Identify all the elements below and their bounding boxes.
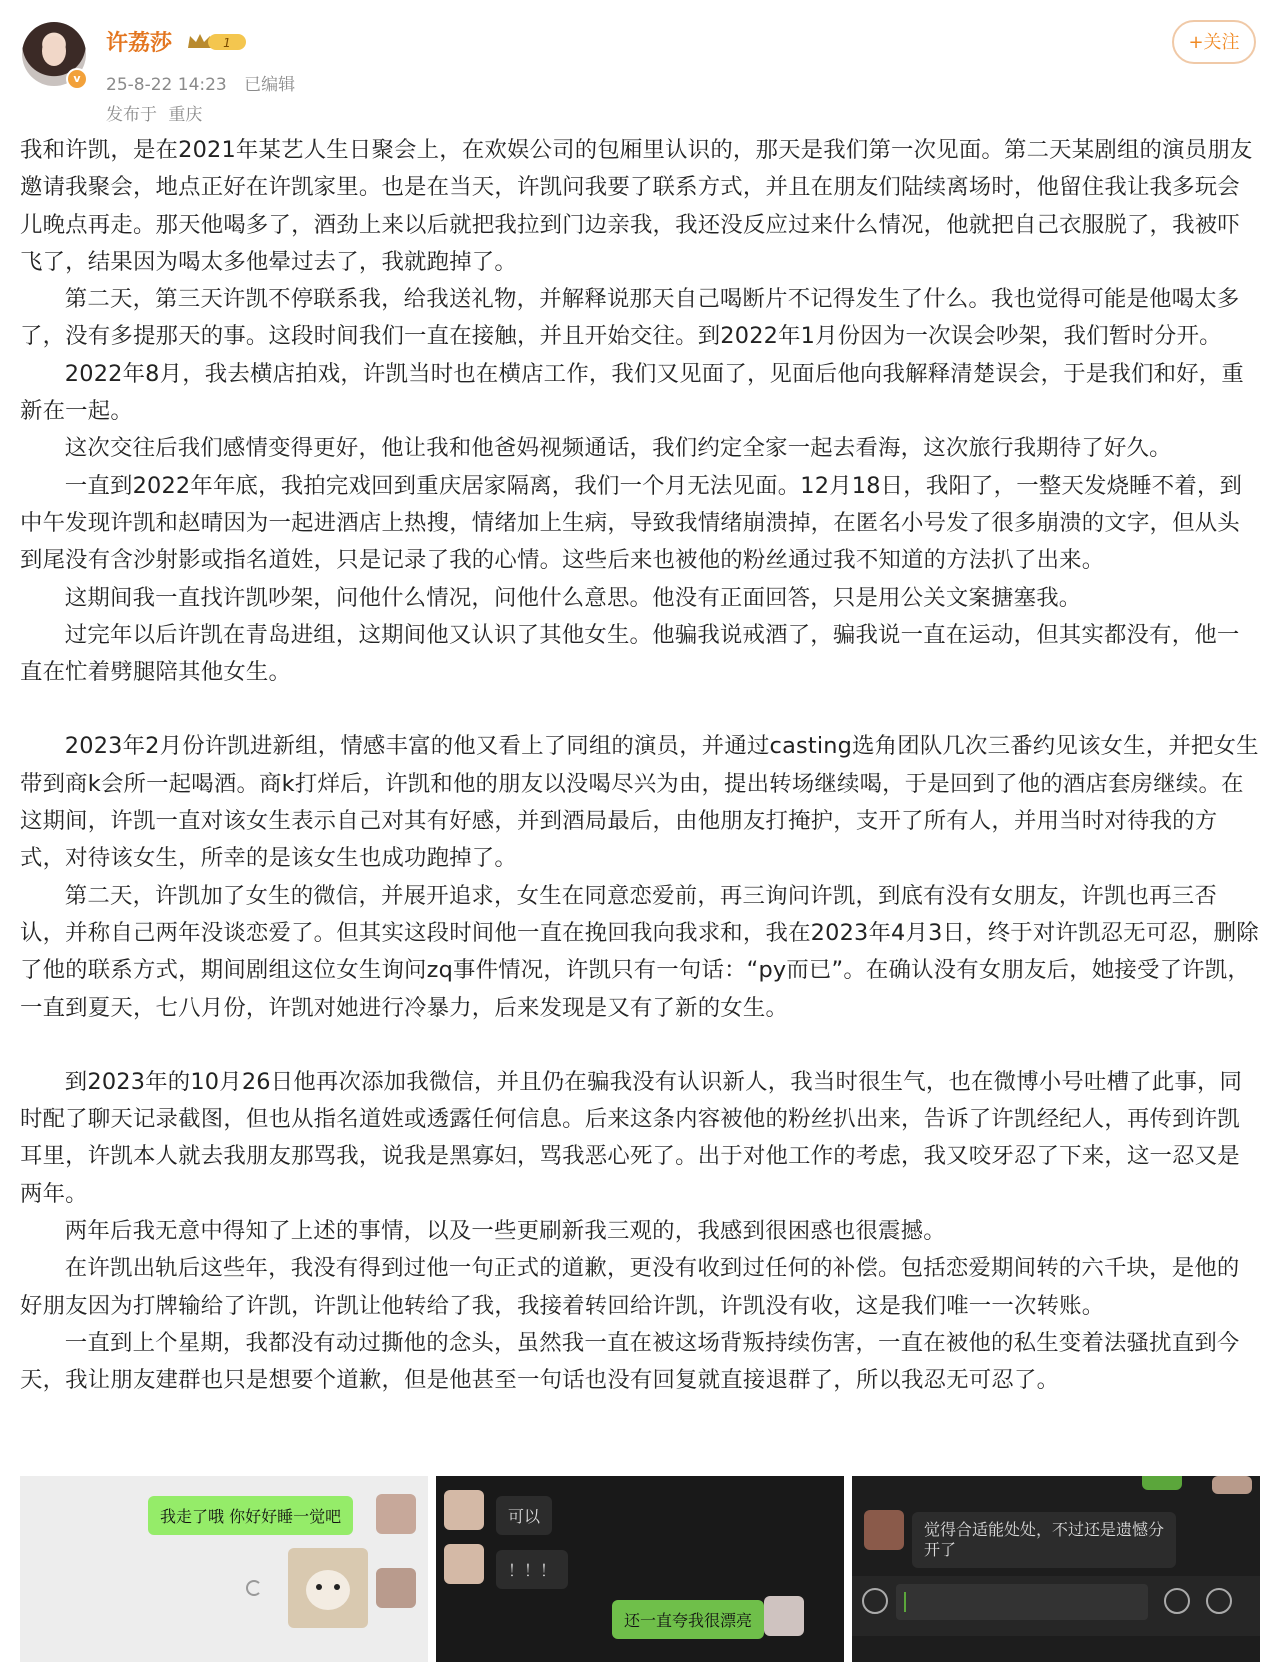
post-paragraph: 一直到2022年年底，我拍完戏回到重庆居家隔离，我们一个月无法见面。12月18日，我阳了，一整天发烧睡不着，到中午发现许凯和赵晴因为一起进酒店上热搜，情绪加上生病，导致我情绪崩溃掉，在匿名小号发了很多崩溃的文字，但从头到尾没有含沙射影或指名道姓，只是记录了我的心情。这些后来也被他的粉丝通过我不知道的方法扒了出来。	[20, 472, 1243, 574]
chat-input[interactable]	[896, 1584, 1148, 1620]
post-paragraph: 过完年以后许凯在青岛进组，这期间他又认识了其他女生。他骗我说戒酒了，骗我说一直在运动，但其实都没有，他一直在忙着劈腿陪其他女生。	[20, 621, 1240, 686]
gallery-image-2[interactable]	[436, 1476, 844, 1662]
chat-bubble-received: 可以	[496, 1496, 552, 1535]
follow-button[interactable]: +关注	[1172, 20, 1256, 64]
plus-icon[interactable]	[1206, 1588, 1232, 1614]
level-badge-text: 1	[223, 36, 231, 50]
gallery-image-1[interactable]	[20, 1476, 428, 1662]
post-paragraph: 第二天，许凯加了女生的微信，并展开追求，女生在同意恋爱前，再三询问许凯，到底有没有女朋友，许凯也再三否认，并称自己两年没谈恋爱了。但其实这段时间他一直在挽回我向我求和，我在2023年4月3日，终于对许凯忍无可忍，删除了他的联系方式，期间剧组这位女生询问zq事件情况，许凯只有一句话：“py而已”。在确认没有女朋友后，她接受了许凯，一直到夏天，七八月份，许凯对她进行冷暴力，后来发现是又有了新的女生。	[20, 882, 1259, 1021]
chat-bubble-sent: 我走了哦 你好好睡一觉吧	[148, 1496, 353, 1535]
chat-avatar	[376, 1568, 416, 1608]
emoji-icon[interactable]	[1164, 1588, 1190, 1614]
post-paragraph: 这次交往后我们感情变得更好，他让我和他爸妈视频通话，我们约定全家一起去看海，这次旅行我期待了好久。	[64, 435, 1172, 462]
post-paragraph: 这期间我一直找许凯吵架，问他什么情况，问他什么意思。他没有正面回答，只是用公关文案搪塞我。	[64, 584, 1082, 611]
chat-avatar	[764, 1596, 804, 1636]
post-meta	[106, 70, 307, 95]
chat-avatar	[376, 1494, 416, 1534]
post-paragraph: 到2023年的10月26日他再次添加我微信，并且仍在骗我没有认识新人，我当时很生气，也在微博小号吐槽了此事，同时配了聊天记录截图，但也从指名道姓或透露任何信息。后来这条内容被他的粉丝扒出来，告诉了许凯经纪人，再传到许凯耳里，许凯本人就去我朋友那骂我，说我是黑寡妇，骂我恶心死了。出于对他工作的考虑，我又咬牙忍了下来，这一忍又是两年。	[20, 1068, 1243, 1207]
gallery-image-3[interactable]	[852, 1476, 1260, 1662]
chat-avatar	[864, 1510, 904, 1550]
post-paragraph: 2022年8月，我去横店拍戏，许凯当时也在横店工作，我们又见面了，见面后他向我解释清楚误会，于是我们和好，重新在一起。	[20, 360, 1244, 425]
post-location	[106, 100, 208, 125]
location-label: 发布于	[106, 105, 157, 125]
post-timestamp: 25-8-22 14:23	[106, 75, 227, 95]
avatar-face	[42, 36, 66, 66]
location-value: 重庆	[168, 105, 203, 125]
post-body	[20, 132, 1262, 1400]
chat-avatar	[444, 1490, 484, 1530]
voice-icon[interactable]	[862, 1588, 888, 1614]
post-paragraph: 在许凯出轨后这些年，我没有得到过他一句正式的道歉，更没有收到过任何的补偿。包括恋爱期间转的六千块，是他的好朋友因为打牌输给了许凯，许凯让他转给了我，我接着转回给许凯，许凯没有收，这是我们唯一一次转账。	[20, 1255, 1240, 1319]
chat-avatar	[444, 1544, 484, 1584]
post-paragraph: 第二天，第三天许凯不停联系我，给我送礼物，并解释说那天自己喝断片不记得发生了什么。我也觉得可能是他喝太多了，没有多提那天的事。这段时间我们一直在接触，并且开始交往。到2022年1月份因为一次误会吵架，我们暂时分开。	[20, 286, 1240, 350]
chat-bubble-sent	[1142, 1476, 1182, 1490]
sticker-image	[288, 1548, 368, 1628]
level-crown-icon	[186, 30, 248, 54]
chat-avatar	[1212, 1476, 1252, 1494]
chat-bubble-received: ！！！	[496, 1550, 568, 1589]
chat-bubble-sent: 还一直夸我很漂亮	[612, 1600, 764, 1639]
post-paragraph: 2023年2月份许凯进新组，情感丰富的他又看上了同组的演员，并通过casting选角团队几次三番约见该女生，并把女生带到商k会所一起喝酒。商k打烊后，许凯和他的朋友以没喝尽兴为由，提出转场继续喝，于是回到了他的酒店套房继续。在这期间，许凯一直对该女生表示自己对其有好感，并到酒局最后，由他朋友打掩护，支开了所有人，并用当时对待我的方式，对待该女生，所幸的是该女生也成功跑掉了。	[20, 733, 1259, 872]
image-gallery	[20, 1476, 1260, 1662]
post-paragraph: 我和许凯，是在2021年某艺人生日聚会上，在欢娱公司的包厢里认识的，那天是我们第一次见面。第二天某剧组的演员朋友邀请我聚会，地点正好在许凯家里。也是在当天，许凯问我要了联系方式，并且在朋友们陆续离场时，他留住我让我多玩会儿晚点再走。那天他喝多了，酒劲上来以后就把我拉到门边亲我，我还没反应过来什么情况，他就把自己衣服脱了，我被吓飞了，结果因为喝太多他晕过去了，我就跑掉了。	[20, 137, 1253, 275]
post-paragraph: 两年后我无意中得知了上述的事情，以及一些更刷新我三观的，我感到很困惑也很震撼。	[64, 1218, 946, 1245]
chat-bubble-received: 觉得合适能处处，不过还是遗憾分开了	[912, 1512, 1176, 1568]
loading-icon	[246, 1580, 262, 1596]
verified-badge-icon: v	[66, 68, 88, 90]
post-paragraph: 一直到上个星期，我都没有动过撕他的念头，虽然我一直在被这场背叛持续伤害，一直在被他的私生变着法骚扰直到今天，我让朋友建群也只是想要个道歉，但是他甚至一句话也没有回复就直接退群了，所以我忍无可忍了。	[20, 1329, 1240, 1394]
edited-label[interactable]: 已编辑	[244, 75, 296, 95]
username[interactable]: 许荔莎	[106, 31, 173, 56]
